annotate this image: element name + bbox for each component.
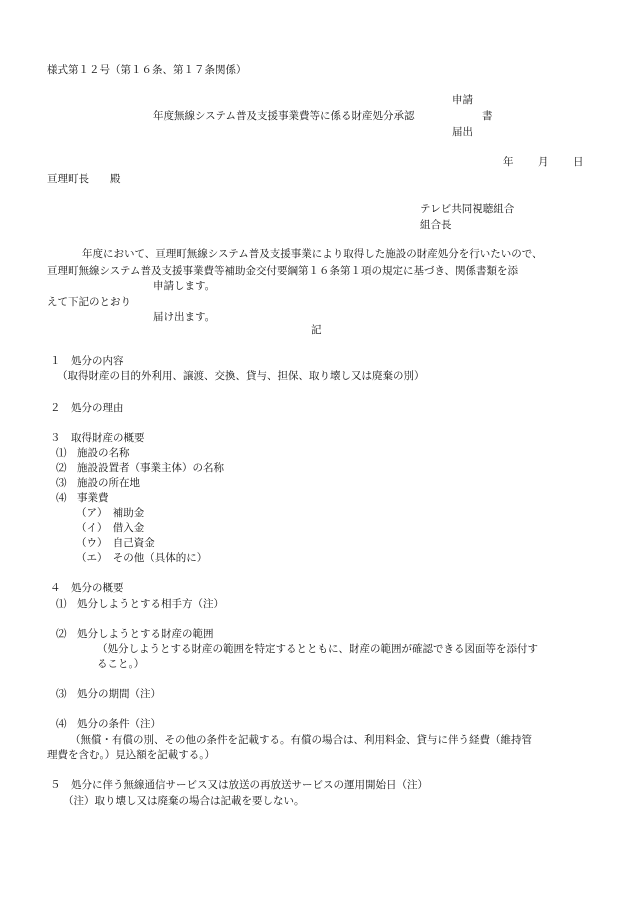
section-4: ４ 処分の概要 xyxy=(50,582,124,594)
section-3-4-c: （ウ） 自己資金 xyxy=(76,537,155,549)
title-option-notify: 届出 xyxy=(452,126,473,138)
body-option-notify: 届け出ます。 xyxy=(153,311,216,323)
date-day: 日 xyxy=(573,156,584,168)
section-4-4-note-2: 理費を含む。）見込額を記載する。） xyxy=(47,749,215,761)
section-2: ２ 処分の理由 xyxy=(50,402,124,414)
title-main: 年度無線システム普及支援事業費等に係る財産処分承認 xyxy=(153,110,415,122)
section-3-2: ⑵ 施設設置者（事業主体）の名称 xyxy=(56,462,224,474)
section-4-2: ⑵ 処分しようとする財産の範囲 xyxy=(56,628,214,640)
section-4-4-note-1: （無償・有償の別、その他の条件を記載する。有償の場合は、利用料金、貸与に伴う経費（維持管 xyxy=(70,734,532,746)
section-1: １ 処分の内容 xyxy=(50,355,124,367)
ki-heading: 記 xyxy=(311,324,322,336)
section-4-1: ⑴ 処分しようとする相手方（注） xyxy=(56,598,224,610)
section-3-4: ⑷ 事業費 xyxy=(56,492,109,504)
section-3-4-a: （ア） 補助金 xyxy=(76,507,145,519)
section-1-note: （取得財産の目的外利用、譲渡、交換、貸与、担保、取り壊し又は廃棄の別） xyxy=(57,370,425,382)
applicant-title: 組合長 xyxy=(420,219,452,231)
section-3-3: ⑶ 施設の所在地 xyxy=(56,477,140,489)
section-5: ５ 処分に伴う無線通信サービス又は放送の再放送サービスの運用開始日（注） xyxy=(50,779,428,791)
body-line-3: えて下記のとおり xyxy=(47,296,131,308)
body-line-1: 年度において、亘理町無線システム普及支援事業により取得した施設の財産処分を行いたいので、 xyxy=(82,248,543,260)
section-3-4-d: （エ） その他（具体的に） xyxy=(76,552,208,564)
footnote: （注）取り壊し又は廃棄の場合は記載を要しない。 xyxy=(63,795,305,807)
section-4-2-note-2: ること。） xyxy=(97,658,145,670)
section-4-3: ⑶ 処分の期間（注） xyxy=(56,688,161,700)
section-3-4-b: （イ） 借入金 xyxy=(76,522,145,534)
title-suffix: 書 xyxy=(482,110,493,122)
body-option-apply: 申請します。 xyxy=(153,280,216,292)
date-month: 月 xyxy=(538,156,549,168)
section-4-4: ⑷ 処分の条件（注） xyxy=(56,718,161,730)
section-3: ３ 取得財産の概要 xyxy=(50,432,145,444)
date-year: 年 xyxy=(503,156,514,168)
section-3-1: ⑴ 施設の名称 xyxy=(56,447,130,459)
section-4-2-note-1: （処分しようとする財産の範囲を特定するとともに、財産の範囲が確認できる図面等を添付す xyxy=(97,643,538,655)
applicant-org: テレビ共同視聴組合 xyxy=(420,203,515,215)
form-number: 様式第１２号（第１６条、第１７条関係） xyxy=(47,64,247,76)
body-line-2: 亘理町無線システム普及支援事業費等補助金交付要綱第１６条第１項の規定に基づき、関係書類を添 xyxy=(47,265,519,277)
addressee: 亘理町長 殿 xyxy=(47,173,121,185)
title-option-apply: 申請 xyxy=(452,94,473,106)
